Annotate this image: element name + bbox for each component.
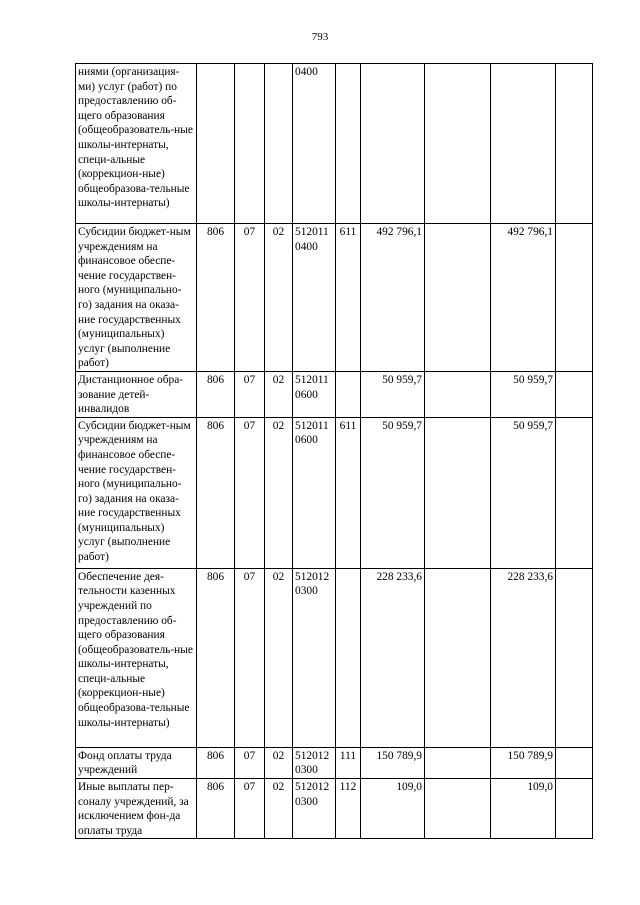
amount-extra (556, 371, 593, 417)
target-article-code: 0400 (293, 64, 336, 224)
ministry-code: 806 (197, 747, 235, 778)
ministry-code: 806 (197, 568, 235, 747)
subsection-code (265, 64, 293, 224)
target-article-code: 512012 0300 (293, 568, 336, 747)
expense-type-code: 111 (336, 747, 361, 778)
amount-total: 228 233,6 (361, 568, 425, 747)
subsection-code: 02 (265, 747, 293, 778)
item-name: Иные выплаты пер-соналу учреждений, за исключением фон-да оплаты труда (76, 778, 197, 838)
table-row (76, 778, 593, 838)
subsection-code: 02 (265, 778, 293, 838)
amount-federal (425, 371, 491, 417)
target-article-code: 512011 0600 (293, 371, 336, 417)
table-row (76, 371, 593, 417)
target-article-code: 512012 0300 (293, 778, 336, 838)
subsection-code: 02 (265, 417, 293, 568)
amount-regional: 50 959,7 (491, 417, 556, 568)
item-name: ниями (организация-ми) услуг (работ) по предоставлению об-щего образования (общеобразователь-ные школы-интернаты, специ-альные (коррекцион-ные) общеобразова-тельные школы-интернаты) (76, 64, 197, 224)
table-row (76, 747, 593, 778)
section-code: 07 (235, 417, 265, 568)
ministry-code: 806 (197, 778, 235, 838)
expense-type-code: 611 (336, 417, 361, 568)
amount-total: 150 789,9 (361, 747, 425, 778)
amount-regional: 228 233,6 (491, 568, 556, 747)
amount-federal (425, 568, 491, 747)
amount-federal (425, 417, 491, 568)
expense-type-code (336, 568, 361, 747)
expense-type-code (336, 371, 361, 417)
amount-regional (491, 64, 556, 224)
section-code: 07 (235, 778, 265, 838)
subsection-code: 02 (265, 568, 293, 747)
amount-extra (556, 417, 593, 568)
section-code: 07 (235, 371, 265, 417)
ministry-code (197, 64, 235, 224)
subsection-code: 02 (265, 224, 293, 372)
amount-total: 109,0 (361, 778, 425, 838)
amount-regional: 150 789,9 (491, 747, 556, 778)
table-row (76, 64, 593, 224)
section-code (235, 64, 265, 224)
amount-total: 50 959,7 (361, 371, 425, 417)
item-name: Обеспечение дея-тельности казенных учреждений по предоставлению об-щего образования (общеобразователь-ные школы-интернаты, специ-альные (коррекцион-ные) общеобразова-тельные школы-интернаты) (76, 568, 197, 747)
item-name: Фонд оплаты труда учреждений (76, 747, 197, 778)
item-name: Субсидии бюджет-ным учреждениям на финансовое обеспе-чение государствен-ного (муниципально-го) задания на оказа-ние государственных (муниципальных) услуг (выполнение работ) (76, 224, 197, 372)
target-article-code: 512012 0300 (293, 747, 336, 778)
amount-total: 492 796,1 (361, 224, 425, 372)
target-article-code: 512011 0400 (293, 224, 336, 372)
amount-extra (556, 778, 593, 838)
subsection-code: 02 (265, 371, 293, 417)
amount-federal (425, 224, 491, 372)
expense-type-code: 112 (336, 778, 361, 838)
target-article-code: 512011 0600 (293, 417, 336, 568)
amount-total (361, 64, 425, 224)
amount-extra (556, 568, 593, 747)
amount-regional: 109,0 (491, 778, 556, 838)
ministry-code: 806 (197, 417, 235, 568)
expense-type-code (336, 64, 361, 224)
amount-regional: 492 796,1 (491, 224, 556, 372)
item-name: Дистанционное обра-зование детей-инвалидов (76, 371, 197, 417)
page-number: 793 (311, 31, 329, 43)
table-row (76, 568, 593, 747)
table-row (76, 224, 593, 372)
amount-federal (425, 64, 491, 224)
ministry-code: 806 (197, 371, 235, 417)
amount-regional: 50 959,7 (491, 371, 556, 417)
amount-extra (556, 64, 593, 224)
amount-federal (425, 778, 491, 838)
section-code: 07 (235, 568, 265, 747)
section-code: 07 (235, 224, 265, 372)
expense-type-code: 611 (336, 224, 361, 372)
amount-extra (556, 747, 593, 778)
amount-total: 50 959,7 (361, 417, 425, 568)
section-code: 07 (235, 747, 265, 778)
amount-extra (556, 224, 593, 372)
ministry-code: 806 (197, 224, 235, 372)
amount-federal (425, 747, 491, 778)
table-row (76, 417, 593, 568)
item-name: Субсидии бюджет-ным учреждениям на финансовое обеспе-чение государствен-ного (муниципально-го) задания на оказа-ние государственных (муниципальных) услуг (выполнение работ) (76, 417, 197, 568)
budget-table (75, 63, 593, 839)
